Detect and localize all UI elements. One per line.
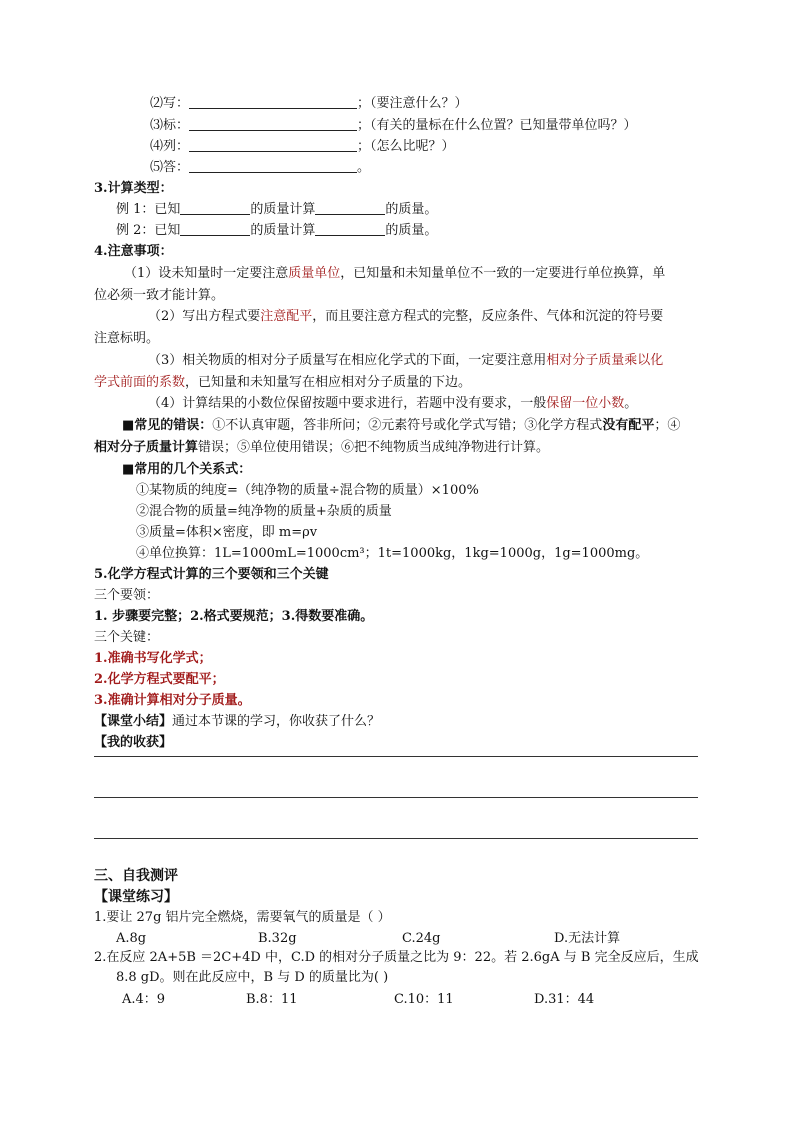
writing-line[interactable] [94,797,698,798]
note-text: （4）计算结果的小数位保留按题中要求进行，若题中没有要求，一般 [148,396,547,411]
example-1 [116,200,437,220]
relations-title: ■常用的几个关系式： [122,462,252,477]
key-points: 1. 步骤要完整；2.格式要规范；3.得数要准确。 [94,609,374,624]
errors-label: ■常见的错误： [122,418,213,433]
relation-purity: ①某物质的纯度=（纯净物的质量÷混合物的质量）×100% [136,483,479,498]
section-4-title: 4.注意事项： [94,244,173,259]
relation-mixture: ②混合物的质量=纯净物的质量+杂质的质量 [136,504,392,519]
part-3-title: 三、自我测评 [94,868,178,884]
summary-tag: 【课堂小结】 [94,714,173,729]
relation-density: ③质量=体积×密度，即 m=ρv [136,525,318,540]
answer-blank[interactable] [189,137,357,152]
key-factor-3: 3.准确计算相对分子质量。 [94,693,251,708]
errors-text: 错误；⑤单位使用错误；⑥把不纯物质当成纯净物进行计算。 [198,440,550,455]
step-hint: ；（有关的量标在什么位置？已知量带单位吗？） [357,118,637,133]
errors-text: ；④ [654,418,681,433]
my-harvest: 【我的收获】 [94,735,173,750]
highlight-text: 注意配平 [260,309,313,324]
answer-blank[interactable] [189,158,357,173]
highlight-text: 质量单位 [288,266,341,281]
step-label: ⑶标： [150,118,190,133]
example-text: 的质量计算 [250,202,316,217]
q2-option-c[interactable]: C.10：11 [394,992,454,1007]
note-2 [148,307,663,327]
note-3 [148,351,663,371]
answer-blank[interactable] [180,200,250,215]
note-text: （2）写出方程式要 [148,309,261,324]
key-factor-2: 2.化学方程式要配平； [94,672,225,687]
q1-option-b[interactable]: B.32g [258,931,297,946]
highlight-text: 学式前面的系数 [94,375,186,390]
note-1 [124,264,665,284]
note-text: （3）相关物质的相对分子质量写在相应化学式的下面，一定要注意用 [148,353,547,368]
common-errors-cont [94,438,549,458]
q1-option-c[interactable]: C.24g [402,931,441,946]
example-2 [116,221,437,241]
note-text: 。 [624,396,638,411]
note-text: （1）设未知量时一定要注意 [124,266,289,281]
section-5-title: 5.化学方程式计算的三个要领和三个关键 [94,567,329,582]
errors-text: ①不认真审题，答非所问；②元素符号或化学式写错；③化学方程式 [212,418,603,433]
question-2: 2.在反应 2A+5B ＝2C+4D 中，C.D 的相对分子质量之比为 9：22。若 2.6gA 与 B 完全反应后，生成 [94,950,699,965]
note-text: ，已知量和未知量写在相应相对分子质量的下边。 [185,375,472,390]
key-factor-1: 1.准确书写化学式； [94,651,212,666]
example-text: 例 1：已知 [116,202,181,217]
step-label: ⑸答： [150,160,190,175]
class-summary [94,712,380,732]
q2-option-d[interactable]: D.31：44 [534,992,595,1007]
answer-blank[interactable] [315,221,385,236]
note-2-cont: 注意标明。 [94,331,160,346]
step-label: ⑷列： [150,139,190,154]
example-text: 例 2：已知 [116,223,181,238]
summary-text: 通过本节课的学习，你收获了什么？ [172,714,381,729]
example-text: 的质量。 [385,202,438,217]
q1-option-a[interactable]: A.8g [116,931,147,946]
question-1: 1.要让 27g 铝片完全燃烧，需要氧气的质量是（ ） [94,910,391,925]
step-hint: ；（要注意什么？） [357,96,468,111]
step-answer [150,158,370,178]
answer-blank[interactable] [189,116,357,131]
section-3-title: 3.计算类型： [94,181,173,196]
q2-option-b[interactable]: B.8：11 [246,992,298,1007]
answer-blank[interactable] [180,221,250,236]
highlight-text: 保留一位小数 [546,396,625,411]
note-4 [148,394,637,414]
writing-line[interactable] [94,756,698,757]
note-1-cont: 位必须一致才能计算。 [94,288,225,303]
step-hint: 。 [357,160,371,175]
errors-emphasis: 没有配平 [602,418,655,433]
question-2-cont: 8.8 gD。则在此反应中，B 与 D 的质量比为( ) [116,970,389,985]
class-practice: 【课堂练习】 [94,889,178,905]
answer-blank[interactable] [315,200,385,215]
relation-units: ④单位换算：1L=1000mL=1000cm³；1t=1000kg，1kg=1000g，1g=1000mg。 [136,546,649,561]
example-text: 的质量计算 [250,223,316,238]
step-write [150,94,468,114]
answer-blank[interactable] [189,94,357,109]
highlight-text: 相对分子质量乘以化 [546,353,664,368]
key-factors-heading: 三个关键： [94,630,160,645]
step-label: ⑵写： [150,96,190,111]
example-text: 的质量。 [385,223,438,238]
key-points-heading: 三个要领： [94,588,160,603]
step-mark [150,116,637,136]
errors-emphasis: 相对分子质量计算 [94,440,199,455]
note-text: ，而且要注意方程式的完整，反应条件、气体和沉淀的符号要 [312,309,664,324]
q1-option-d[interactable]: D.无法计算 [554,931,621,946]
q2-option-a[interactable]: A.4：9 [122,992,166,1007]
common-errors [122,416,680,436]
step-hint: ；（怎么比呢？） [357,139,455,154]
writing-line[interactable] [94,838,698,839]
step-list [150,137,455,157]
note-text: ，已知量和未知量单位不一致的一定要进行单位换算，单 [340,266,666,281]
note-3-cont [94,373,471,393]
